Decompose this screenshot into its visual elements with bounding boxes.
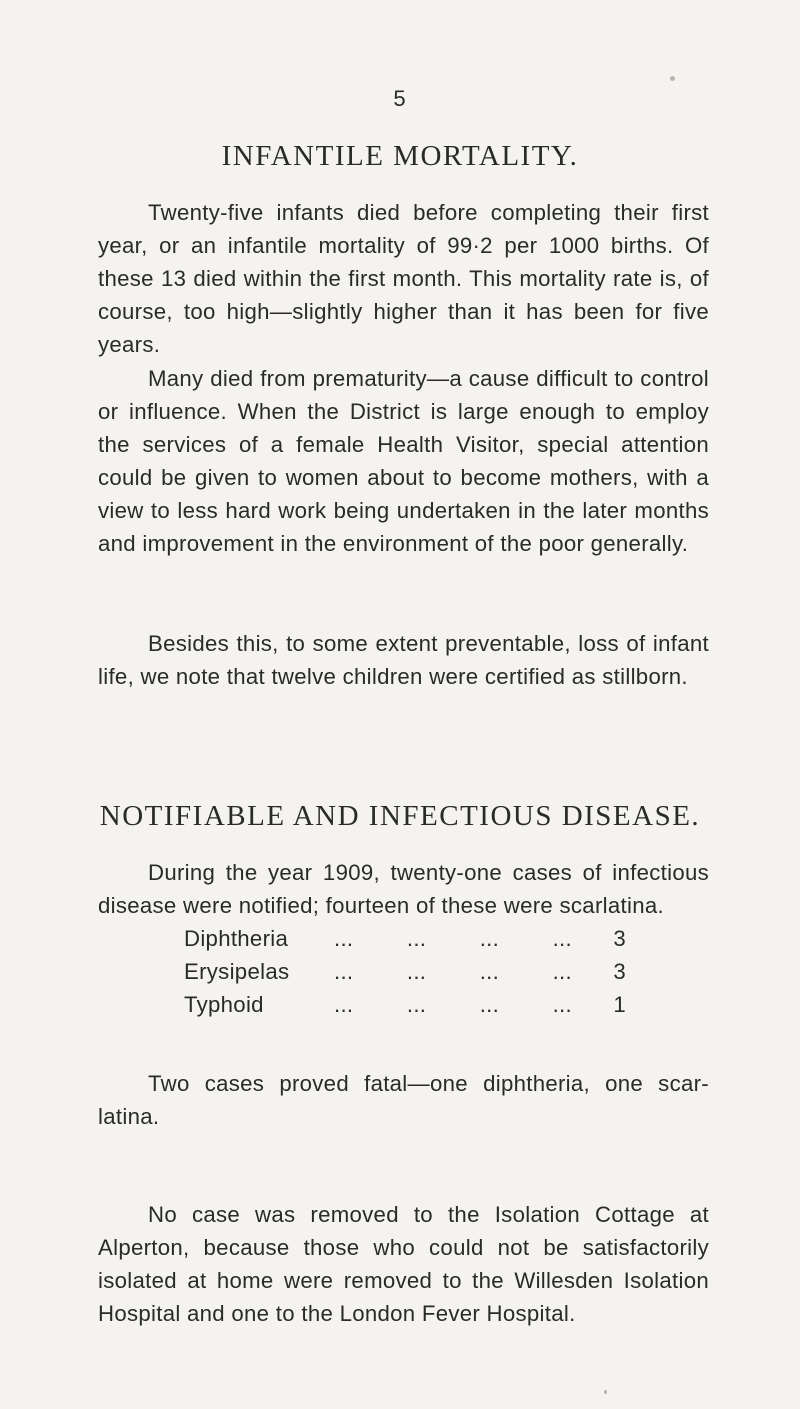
dot-leaders bbox=[334, 922, 584, 955]
page-number: 5 bbox=[393, 86, 407, 111]
dot-leader: ... bbox=[552, 959, 572, 984]
table-row bbox=[184, 988, 626, 1021]
dot-leader: ... bbox=[406, 926, 427, 951]
dot-leader: ... bbox=[334, 926, 354, 951]
infantile-paragraph-3: Besides this, to some extent preventable, loss of infant life, we note that twelve children were certified as stillborn. bbox=[98, 631, 709, 689]
isolation-paragraph: No case was removed to the Isolation Cottage at Alperton, because those who could not be satisfactorily isolated at home were removed to the Willesden Isolation Hospital and one to the London Fever Hospital. bbox=[98, 1202, 709, 1326]
case-count: 3 bbox=[613, 926, 626, 951]
infantile-paragraph-2: Many died from prematurity—a cause difficult to control or influence. When the District is large enough to employ the services of a female Health Visitor, special attention could be given to women about to become mothers, with a view to less hard work being undertaken in the later months and improvement in the environment of the poor generally. bbox=[98, 366, 709, 556]
dot-leader: ... bbox=[552, 992, 572, 1017]
dot-leader: ... bbox=[479, 926, 500, 951]
dot-leaders bbox=[334, 988, 584, 1021]
table-row bbox=[184, 922, 626, 955]
case-count: 1 bbox=[613, 992, 626, 1017]
dot-leaders bbox=[334, 955, 584, 988]
dot-leader: ... bbox=[334, 959, 354, 984]
dot-leader: ... bbox=[406, 992, 427, 1017]
infantile-paragraph-1: Twenty-five infants died before completing their first year, or an infantile mortality of 99·2 per 1000 births. Of these 13 died within the first month. This mortality rate is, of course, too high—slightly higher than it has been for five years. bbox=[98, 200, 709, 357]
table-row bbox=[184, 955, 626, 988]
notifiable-intro-paragraph: During the year 1909, twenty-one cases of infectious disease were notified; fourteen of these were scarlatina. bbox=[98, 860, 709, 918]
notifiable-disease-heading: NOTIFIABLE AND INFECTIOUS DISEASE. bbox=[99, 800, 701, 832]
dot-leader: ... bbox=[552, 926, 572, 951]
dot-leader: ... bbox=[334, 992, 354, 1017]
infantile-mortality-heading: INFANTILE MORTALITY. bbox=[221, 140, 579, 172]
paper-speck bbox=[670, 76, 675, 81]
dot-leader: ... bbox=[479, 992, 500, 1017]
dot-leader: ... bbox=[479, 959, 500, 984]
paper-speck bbox=[604, 1390, 607, 1394]
dot-leader: ... bbox=[406, 959, 427, 984]
case-count: 3 bbox=[613, 959, 626, 984]
disease-name: Erysipelas bbox=[184, 959, 290, 984]
fatal-cases-paragraph: Two cases proved fatal—one diphtheria, one scar-latina. bbox=[98, 1071, 709, 1129]
disease-case-table bbox=[184, 922, 626, 1021]
disease-name: Typhoid bbox=[184, 992, 264, 1017]
disease-name: Diphtheria bbox=[184, 926, 289, 951]
